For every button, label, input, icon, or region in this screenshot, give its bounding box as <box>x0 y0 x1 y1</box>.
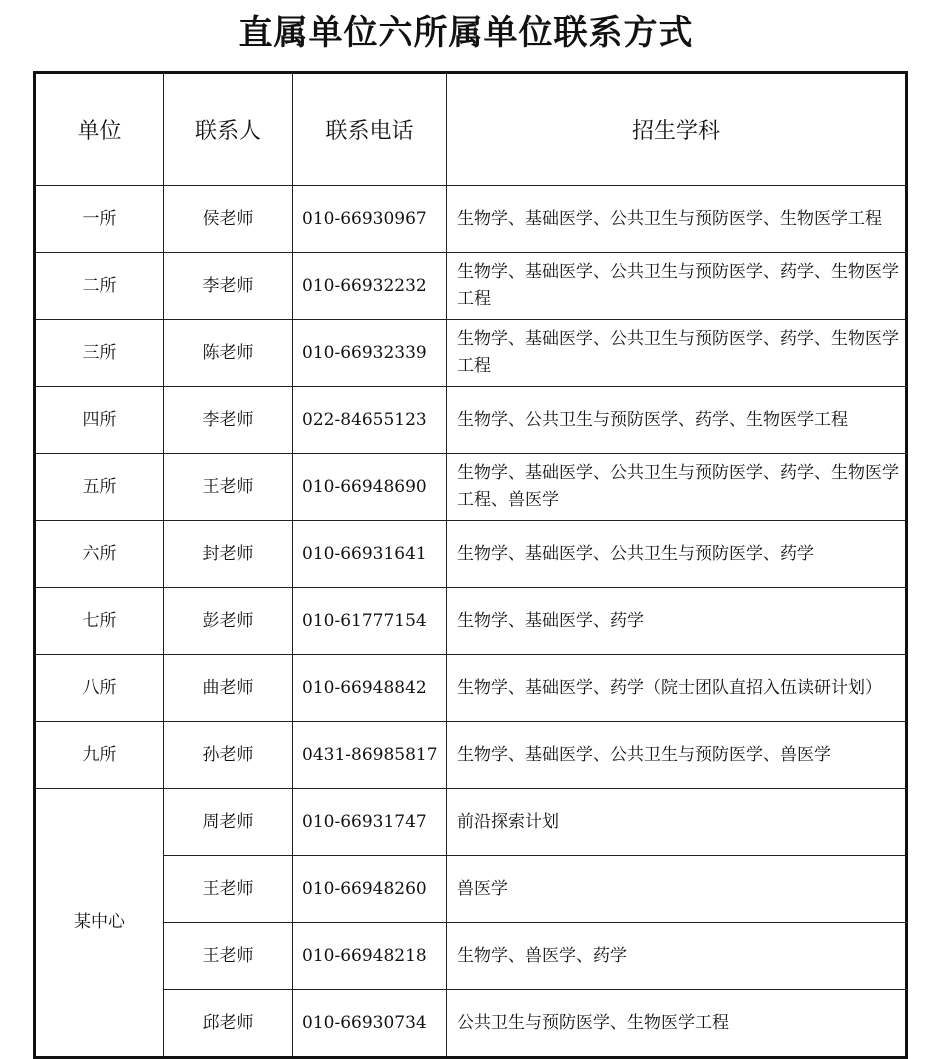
phone-cell: 010-66932339 <box>293 320 447 387</box>
phone-cell: 010-66948842 <box>293 655 447 722</box>
contact-cell: 王老师 <box>164 923 293 990</box>
header-phone: 联系电话 <box>293 73 447 186</box>
subjects-cell: 生物学、基础医学、公共卫生与预防医学、药学 <box>447 521 907 588</box>
header-row <box>35 73 907 186</box>
center-unit-cell: 某中心 <box>35 789 164 1058</box>
table-header <box>35 73 907 186</box>
contact-cell: 王老师 <box>164 856 293 923</box>
table-row <box>35 789 907 856</box>
table-row <box>35 588 907 655</box>
subjects-cell: 生物学、基础医学、公共卫生与预防医学、药学、生物医学工程 <box>447 320 907 387</box>
table-row <box>35 521 907 588</box>
subjects-cell: 生物学、基础医学、公共卫生与预防医学、兽医学 <box>447 722 907 789</box>
table-row <box>35 320 907 387</box>
contact-cell: 彭老师 <box>164 588 293 655</box>
subjects-cell: 前沿探索计划 <box>447 789 907 856</box>
phone-cell: 010-66931641 <box>293 521 447 588</box>
contact-cell: 邱老师 <box>164 990 293 1058</box>
table-row <box>35 990 907 1058</box>
subjects-cell: 生物学、基础医学、药学（院士团队直招入伍读研计划） <box>447 655 907 722</box>
subjects-cell: 生物学、基础医学、药学 <box>447 588 907 655</box>
table-body <box>35 186 907 1058</box>
unit-cell: 六所 <box>35 521 164 588</box>
subjects-cell: 兽医学 <box>447 856 907 923</box>
table-row <box>35 923 907 990</box>
unit-cell: 七所 <box>35 588 164 655</box>
unit-cell: 九所 <box>35 722 164 789</box>
phone-cell: 010-66930734 <box>293 990 447 1058</box>
contact-cell: 孙老师 <box>164 722 293 789</box>
table-row <box>35 454 907 521</box>
table-row <box>35 856 907 923</box>
unit-cell: 一所 <box>35 186 164 253</box>
phone-cell: 010-66931747 <box>293 789 447 856</box>
contact-cell: 封老师 <box>164 521 293 588</box>
subjects-cell: 公共卫生与预防医学、生物医学工程 <box>447 990 907 1058</box>
contact-cell: 王老师 <box>164 454 293 521</box>
table-row <box>35 387 907 454</box>
table-row <box>35 253 907 320</box>
contact-cell: 周老师 <box>164 789 293 856</box>
contact-cell: 曲老师 <box>164 655 293 722</box>
table-row <box>35 186 907 253</box>
phone-cell: 022-84655123 <box>293 387 447 454</box>
subjects-cell: 生物学、公共卫生与预防医学、药学、生物医学工程 <box>447 387 907 454</box>
unit-cell: 四所 <box>35 387 164 454</box>
contact-cell: 陈老师 <box>164 320 293 387</box>
header-subjects: 招生学科 <box>447 73 907 186</box>
subjects-cell: 生物学、基础医学、公共卫生与预防医学、药学、生物医学工程 <box>447 253 907 320</box>
header-unit: 单位 <box>35 73 164 186</box>
phone-cell: 010-66948218 <box>293 923 447 990</box>
contact-cell: 李老师 <box>164 253 293 320</box>
document-title: 直属单位六所属单位联系方式 <box>238 13 694 53</box>
contact-cell: 李老师 <box>164 387 293 454</box>
subjects-cell: 生物学、基础医学、公共卫生与预防医学、生物医学工程 <box>447 186 907 253</box>
subjects-cell: 生物学、兽医学、药学 <box>447 923 907 990</box>
phone-cell: 010-66930967 <box>293 186 447 253</box>
phone-cell: 010-61777154 <box>293 588 447 655</box>
unit-cell: 八所 <box>35 655 164 722</box>
phone-cell: 010-66948690 <box>293 454 447 521</box>
phone-cell: 010-66948260 <box>293 856 447 923</box>
phone-cell: 010-66932232 <box>293 253 447 320</box>
phone-cell: 0431-86985817 <box>293 722 447 789</box>
contact-cell: 侯老师 <box>164 186 293 253</box>
unit-cell: 二所 <box>35 253 164 320</box>
header-contact: 联系人 <box>164 73 293 186</box>
subjects-cell: 生物学、基础医学、公共卫生与预防医学、药学、生物医学工程、兽医学 <box>447 454 907 521</box>
table-row <box>35 722 907 789</box>
unit-cell: 五所 <box>35 454 164 521</box>
unit-cell: 三所 <box>35 320 164 387</box>
table-row <box>35 655 907 722</box>
contact-table <box>33 71 908 1059</box>
